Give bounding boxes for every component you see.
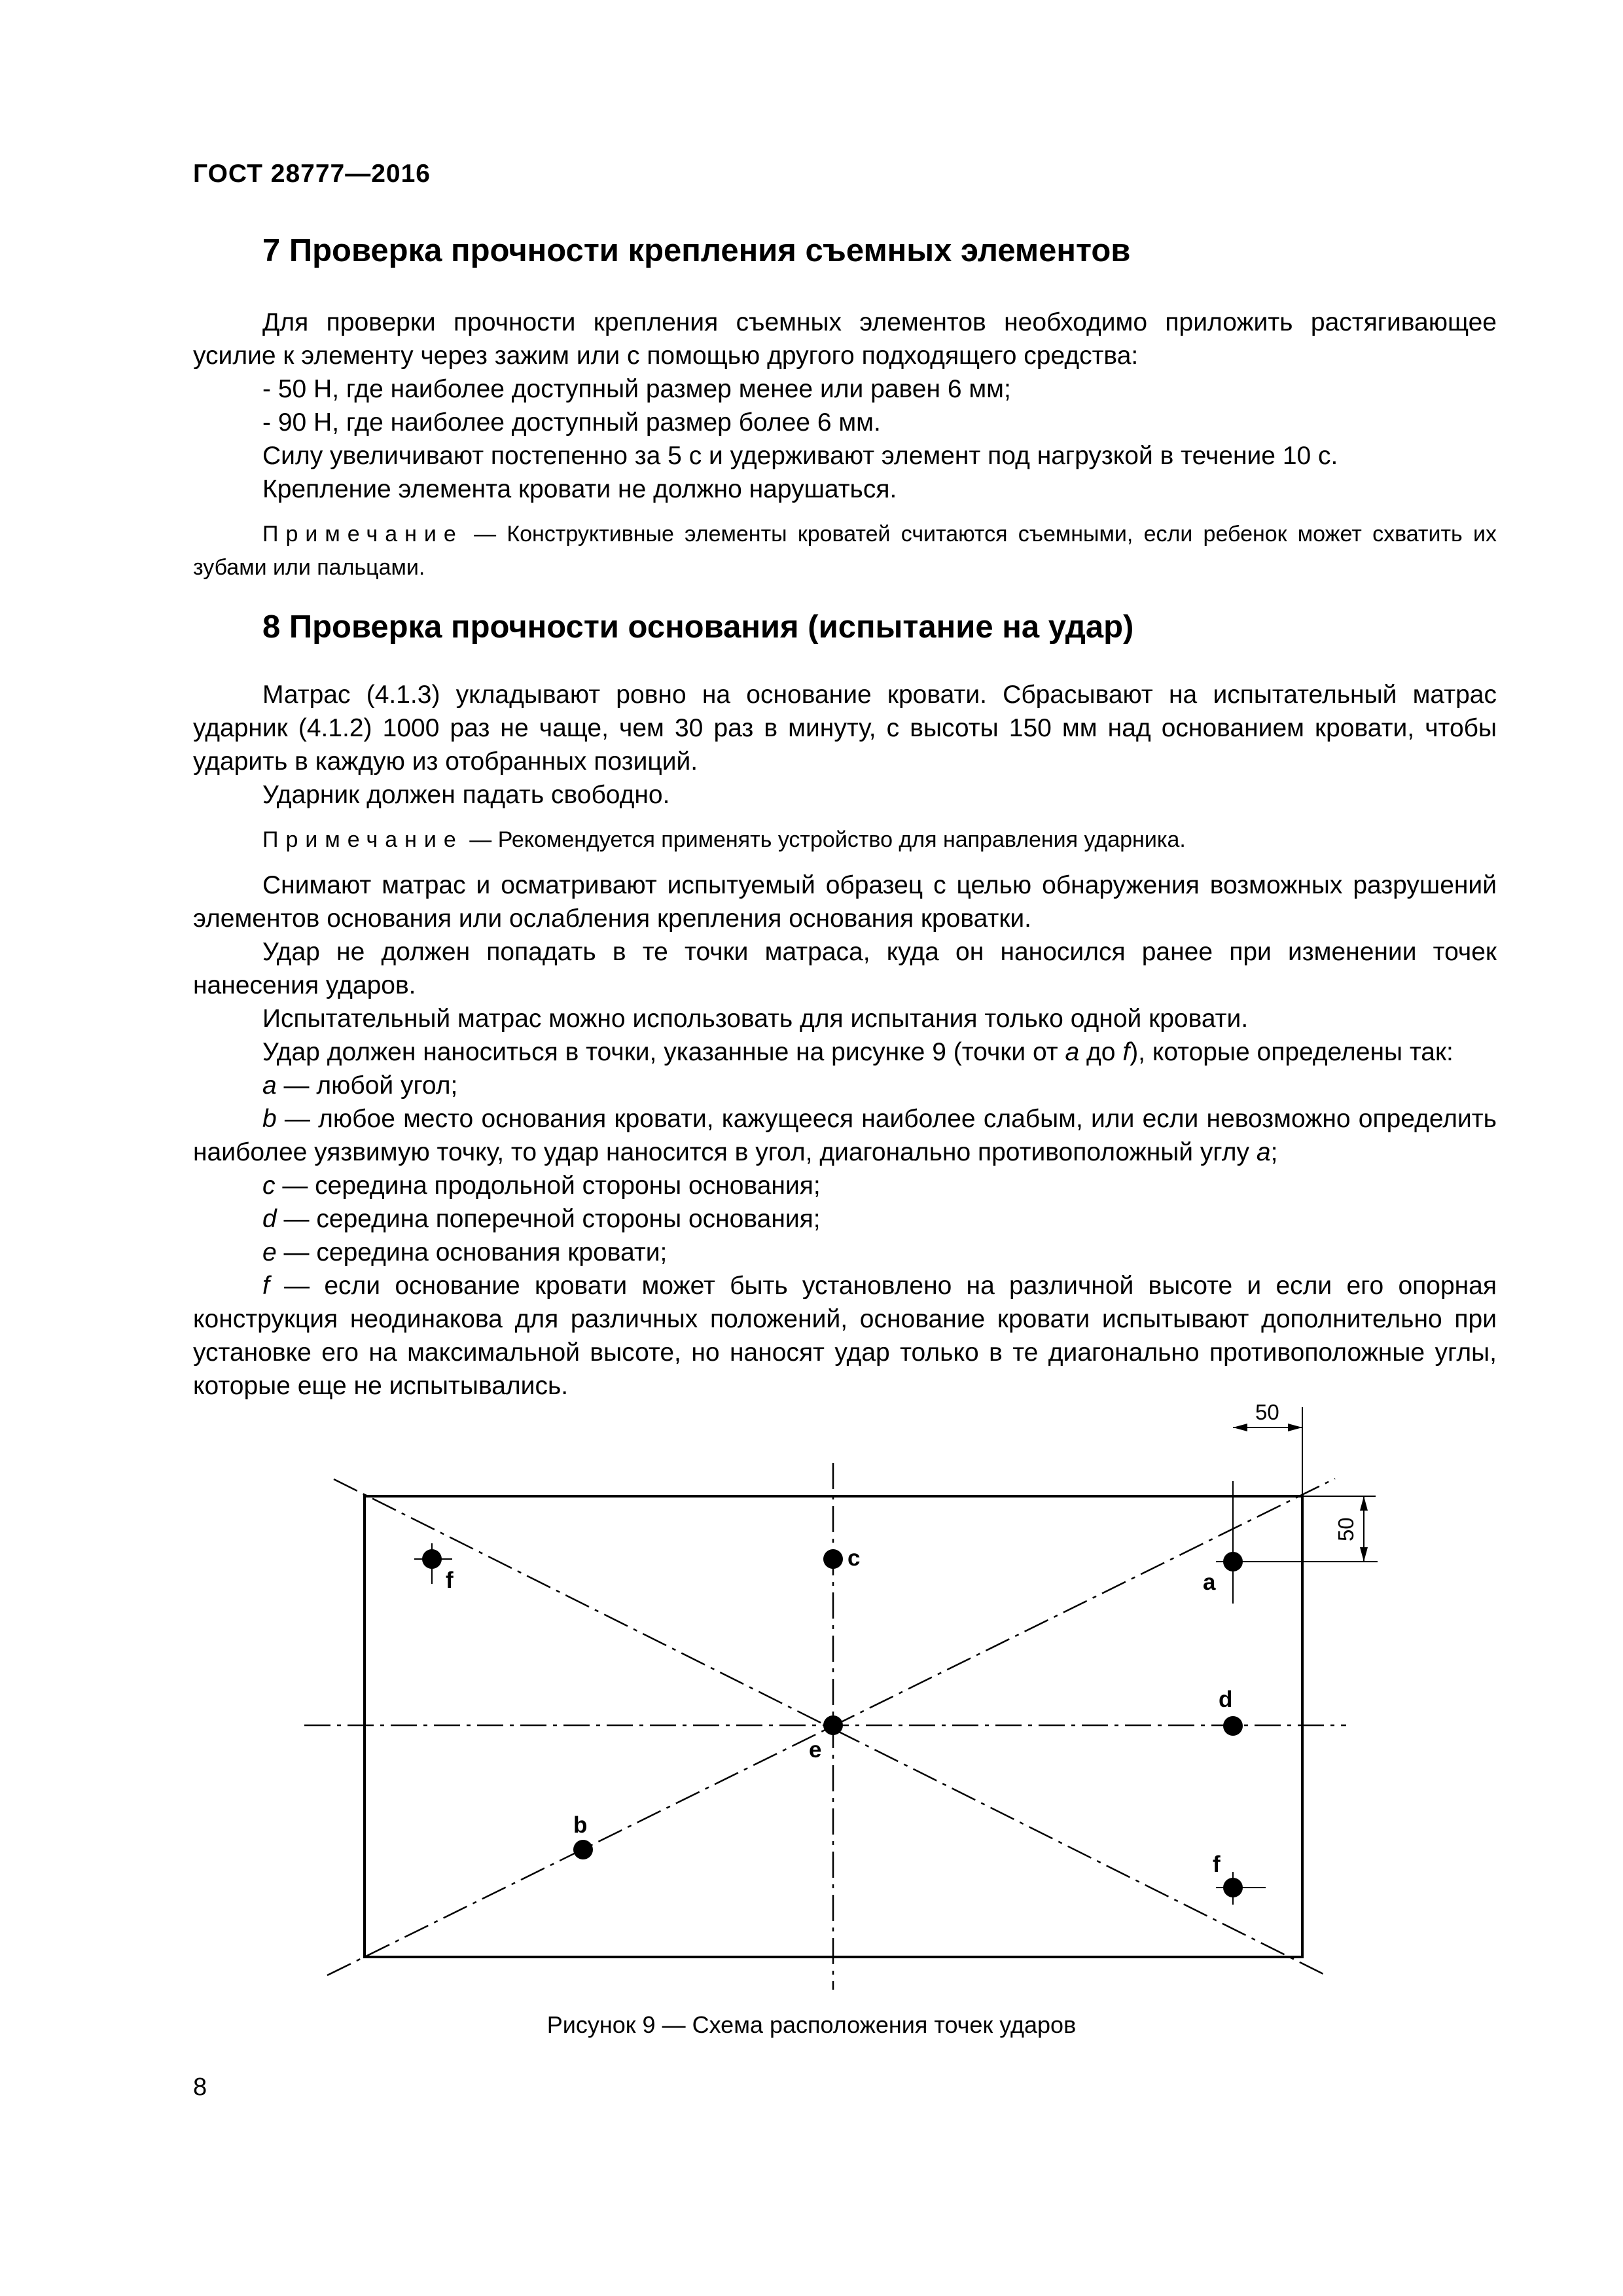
- list-item: - 50 Н, где наиболее доступный размер менее или равен 6 мм;: [262, 375, 1011, 403]
- impact-point-d: [1223, 1716, 1243, 1736]
- dimension-vertical-label: 50: [1334, 1517, 1358, 1541]
- definition-key: b: [262, 1105, 277, 1133]
- impact-point-f-top: [422, 1549, 442, 1569]
- definition-text: — любой угол;: [276, 1071, 458, 1100]
- section-7-para-1: Для проверки прочности крепления съемных элементов необходимо приложить растягивающее усилие к элементу через зажим или с помощью другого подходящего средства:: [193, 308, 1497, 370]
- definition-key: а: [1256, 1138, 1271, 1166]
- section-8-para-3: Снимают матрас и осматривают испытуемый образец с целью обнаружения возможных разрушений элементов основания или ослабления крепления основания кроватки.: [193, 871, 1497, 933]
- dimension-arrow: [1360, 1547, 1368, 1562]
- impact-point-f-bottom: [1223, 1878, 1243, 1897]
- dimension-horizontal-label: 50: [1255, 1400, 1279, 1424]
- definition-text: — середина поперечной стороны основания;: [276, 1205, 821, 1233]
- impact-point-e: [823, 1715, 843, 1735]
- point-label-f-bottom: f: [1213, 1852, 1221, 1877]
- document-header: ГОСТ 28777—2016: [193, 160, 431, 188]
- section-8-para-5: Испытательный матрас можно использовать для испытания только одной кровати.: [262, 1005, 1249, 1033]
- definition-key: d: [262, 1205, 277, 1233]
- impact-point-b: [573, 1840, 593, 1859]
- section-8-para-4: Удар не должен попадать в те точки матраса, куда он наносился ранее при изменении точек нанесения ударов.: [193, 938, 1497, 999]
- point-label-c: c: [847, 1545, 861, 1571]
- point-label-f-top: f: [446, 1568, 454, 1593]
- point-label-d: d: [1219, 1687, 1233, 1712]
- point-label-a: a: [1203, 1570, 1216, 1595]
- para-6-text: Удар должен наноситься в точки, указанные на рисунке 9 (точки от: [262, 1038, 1065, 1066]
- note-text: — Рекомендуется применять устройство для направления ударника.: [469, 827, 1186, 852]
- dimension-arrow: [1233, 1424, 1247, 1431]
- section-8-para-1: Матрас (4.1.3) укладывают ровно на основание кровати. Сбрасывают на испытательный матрас ударник (4.1.2) 1000 раз не чаще, чем 30 раз в минуту, с высоты 150 мм над основанием кровати, чтобы ударить в каждую из отобранных позиций.: [193, 681, 1497, 776]
- definition-text: — любое место основания кровати, кажущееся наиболее слабым, или если невозможно определить наиболее уязвимую точку, то удар наносится в угол, диагонально противоположный углу: [193, 1105, 1497, 1166]
- para-6-text: до: [1079, 1038, 1123, 1066]
- section-7-para-3: Крепление элемента кровати не должно нарушаться.: [262, 475, 897, 503]
- definition-key: а: [262, 1071, 277, 1100]
- section-7-para-2: Силу увеличивают постепенно за 5 с и удерживают элемент под нагрузкой в течение 10 с.: [262, 442, 1338, 470]
- definition-key: f: [262, 1272, 270, 1300]
- page-number: 8: [193, 2073, 207, 2101]
- note-label: Примечание: [262, 827, 463, 852]
- section-8-title: 8 Проверка прочности основания (испытание на удар): [262, 609, 1134, 645]
- note-text: — Конструктивные элементы кроватей считаются съемными, если ребенок может схватить их зубами или пальцами.: [193, 522, 1497, 580]
- point-label-e: e: [809, 1737, 822, 1763]
- italic-letter: а: [1065, 1038, 1080, 1066]
- section-7-title: 7 Проверка прочности крепления съемных элементов: [262, 233, 1131, 268]
- definition-text: — середина основания кровати;: [276, 1238, 668, 1266]
- definition-key: е: [262, 1238, 277, 1266]
- note-label: Примечание: [262, 522, 463, 547]
- para-6-text: ), которые определены так:: [1130, 1038, 1454, 1066]
- list-item: - 90 Н, где наиболее доступный размер более 6 мм.: [262, 408, 881, 437]
- section-8-para-2: Ударник должен падать свободно.: [262, 781, 670, 809]
- definition-text: — середина продольной стороны основания;: [275, 1172, 821, 1200]
- impact-point-a: [1223, 1552, 1243, 1571]
- dimension-arrow: [1288, 1424, 1302, 1431]
- definition-key: с: [262, 1172, 276, 1200]
- definition-text: ;: [1270, 1138, 1278, 1166]
- point-label-b: b: [573, 1812, 588, 1838]
- definition-text: — если основание кровати может быть установлено на различной высоте и если его опорная конструкция неодинакова для различных положений, основание кровати испытывают дополнительно при установке его на максимальной высоте, но наносят удар только в те диагонально противоположные углы, которые еще не испытывались.: [193, 1272, 1497, 1400]
- figure-caption: Рисунок 9 — Схема расположения точек ударов: [546, 2011, 1077, 2038]
- impact-point-c: [823, 1549, 843, 1569]
- dimension-arrow: [1360, 1496, 1368, 1511]
- italic-letter: f: [1122, 1038, 1130, 1066]
